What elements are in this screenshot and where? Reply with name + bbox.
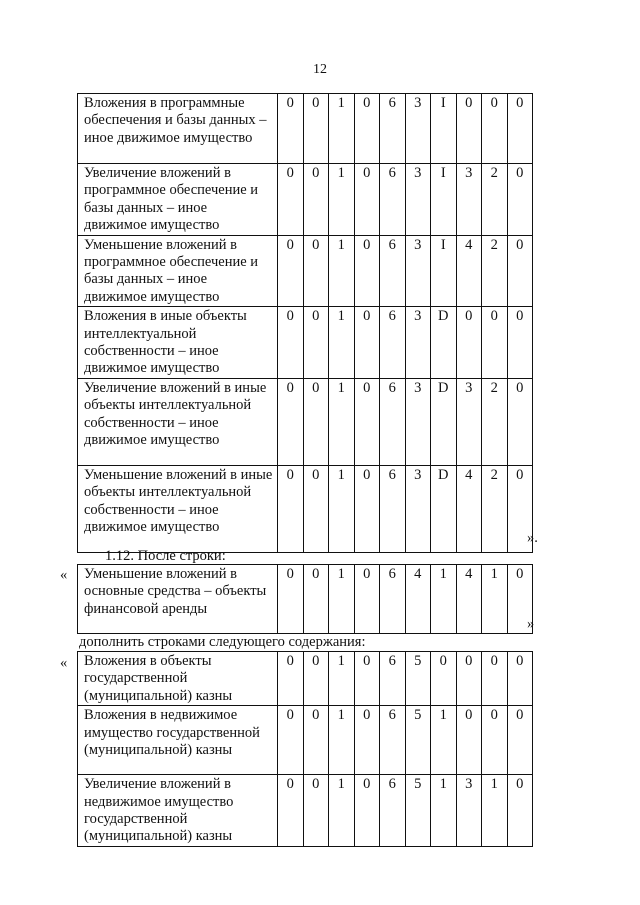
table-row — [78, 235, 533, 307]
code-digit: 0 — [354, 652, 380, 706]
code-digit: 6 — [380, 378, 406, 465]
code-digit: 3 — [456, 378, 482, 465]
code-digit: D — [431, 465, 457, 552]
code-digit: I — [431, 235, 457, 307]
code-digit: 1 — [329, 652, 355, 706]
row-label: Уменьшение вложений в иные объекты интеллектуальной собственности – иное движимое имущество — [78, 465, 278, 552]
code-digit: 1 — [329, 706, 355, 775]
code-digit: 1 — [329, 465, 355, 552]
code-digit: 2 — [482, 378, 508, 465]
row-label: Увеличение вложений в иные объекты интеллектуальной собственности – иное движимое имущество — [78, 378, 278, 465]
code-digit: 1 — [482, 775, 508, 847]
code-digit: 1 — [431, 775, 457, 847]
row-label: Вложения в программные обеспечения и базы данных – иное движимое имущество — [78, 94, 278, 164]
code-digit: 0 — [278, 775, 304, 847]
table-row — [78, 706, 533, 775]
code-digit: 2 — [482, 164, 508, 236]
row-label: Уменьшение вложений в программное обеспечение и базы данных – иное движимое имущество — [78, 235, 278, 307]
code-digit: 0 — [507, 706, 533, 775]
code-digit: 0 — [507, 775, 533, 847]
code-digit: 0 — [507, 565, 533, 634]
code-digit: 0 — [507, 465, 533, 552]
code-digit: 1 — [431, 565, 457, 634]
code-digit: 0 — [482, 94, 508, 164]
code-digit: 0 — [456, 94, 482, 164]
code-digit: 0 — [354, 164, 380, 236]
code-digit: 0 — [278, 164, 304, 236]
code-digit: 1 — [482, 565, 508, 634]
table-row — [78, 164, 533, 236]
code-digit: 0 — [303, 465, 329, 552]
code-digit: 0 — [482, 652, 508, 706]
table-row — [78, 94, 533, 164]
code-digit: 0 — [354, 775, 380, 847]
code-digit: 0 — [303, 307, 329, 379]
code-digit: 1 — [329, 378, 355, 465]
accounts-table-3 — [77, 651, 533, 847]
code-digit: 0 — [303, 565, 329, 634]
code-digit: 0 — [303, 235, 329, 307]
code-digit: 5 — [405, 775, 431, 847]
code-digit: 6 — [380, 235, 406, 307]
code-digit: 1 — [329, 307, 355, 379]
code-digit: 1 — [329, 235, 355, 307]
code-digit: 0 — [303, 706, 329, 775]
supplement-text: дополнить строками следующего содержания: — [79, 634, 366, 650]
code-digit: 0 — [507, 378, 533, 465]
code-digit: 0 — [354, 706, 380, 775]
section-1-12-text: 1.12. После строки: — [105, 548, 226, 564]
code-digit: 5 — [405, 652, 431, 706]
code-digit: 6 — [380, 652, 406, 706]
code-digit: 2 — [482, 465, 508, 552]
code-digit: 0 — [354, 235, 380, 307]
code-digit: 1 — [329, 94, 355, 164]
code-digit: 6 — [380, 307, 406, 379]
row-label: Уменьшение вложений в основные средства – объекты финансовой аренды — [78, 565, 278, 634]
table-row — [78, 652, 533, 706]
table-row — [78, 565, 533, 634]
code-digit: 0 — [278, 565, 304, 634]
code-digit: 0 — [278, 706, 304, 775]
page-number: 12 — [313, 62, 327, 77]
code-digit: 0 — [507, 307, 533, 379]
code-digit: 2 — [482, 235, 508, 307]
code-digit: 0 — [456, 706, 482, 775]
code-digit: 3 — [405, 465, 431, 552]
code-digit: 4 — [456, 235, 482, 307]
code-digit: 0 — [507, 164, 533, 236]
code-digit: 3 — [405, 378, 431, 465]
row-label: Увеличение вложений в недвижимое имущество государственной (муниципальной) казны — [78, 775, 278, 847]
code-digit: 3 — [405, 307, 431, 379]
code-digit: 4 — [456, 565, 482, 634]
table-row — [78, 378, 533, 465]
code-digit: 0 — [354, 307, 380, 379]
code-digit: 0 — [303, 378, 329, 465]
code-digit: 5 — [405, 706, 431, 775]
code-digit: 3 — [405, 235, 431, 307]
code-digit: 1 — [329, 565, 355, 634]
code-digit: 0 — [456, 307, 482, 379]
code-digit: 0 — [278, 652, 304, 706]
code-digit: 0 — [482, 706, 508, 775]
code-digit: 0 — [278, 465, 304, 552]
code-digit: I — [431, 164, 457, 236]
code-digit: 0 — [431, 652, 457, 706]
code-digit: 0 — [303, 652, 329, 706]
row-label: Вложения в недвижимое имущество государственной (муниципальной) казны — [78, 706, 278, 775]
code-digit: I — [431, 94, 457, 164]
accounts-table-1 — [77, 93, 533, 553]
accounts-table-2 — [77, 564, 533, 634]
code-digit: 0 — [303, 164, 329, 236]
code-digit: 6 — [380, 565, 406, 634]
code-digit: 0 — [278, 378, 304, 465]
code-digit: 0 — [507, 94, 533, 164]
code-digit: 0 — [456, 652, 482, 706]
closing-quote: ». — [527, 530, 538, 546]
code-digit: 6 — [380, 775, 406, 847]
code-digit: D — [431, 307, 457, 379]
opening-quote: « — [60, 655, 68, 671]
code-digit: D — [431, 378, 457, 465]
code-digit: 3 — [456, 775, 482, 847]
code-digit: 0 — [354, 465, 380, 552]
closing-quote: » — [527, 616, 535, 632]
code-digit: 0 — [303, 775, 329, 847]
code-digit: 3 — [405, 94, 431, 164]
code-digit: 0 — [354, 94, 380, 164]
code-digit: 0 — [354, 378, 380, 465]
code-digit: 0 — [278, 235, 304, 307]
code-digit: 0 — [507, 235, 533, 307]
code-digit: 6 — [380, 164, 406, 236]
table-row — [78, 307, 533, 379]
row-label: Вложения в иные объекты интеллектуальной собственности – иное движимое имущество — [78, 307, 278, 379]
row-label: Увеличение вложений в программное обеспечение и базы данных – иное движимое имущество — [78, 164, 278, 236]
code-digit: 4 — [456, 465, 482, 552]
code-digit: 6 — [380, 706, 406, 775]
table-row — [78, 775, 533, 847]
code-digit: 1 — [329, 775, 355, 847]
code-digit: 3 — [405, 164, 431, 236]
code-digit: 1 — [431, 706, 457, 775]
row-label: Вложения в объекты государственной (муниципальной) казны — [78, 652, 278, 706]
code-digit: 0 — [482, 307, 508, 379]
code-digit: 3 — [456, 164, 482, 236]
code-digit: 0 — [354, 565, 380, 634]
code-digit: 0 — [303, 94, 329, 164]
opening-quote: « — [60, 567, 68, 583]
code-digit: 0 — [507, 652, 533, 706]
code-digit: 4 — [405, 565, 431, 634]
code-digit: 6 — [380, 465, 406, 552]
table-row — [78, 465, 533, 552]
code-digit: 1 — [329, 164, 355, 236]
code-digit: 6 — [380, 94, 406, 164]
code-digit: 0 — [278, 94, 304, 164]
code-digit: 0 — [278, 307, 304, 379]
